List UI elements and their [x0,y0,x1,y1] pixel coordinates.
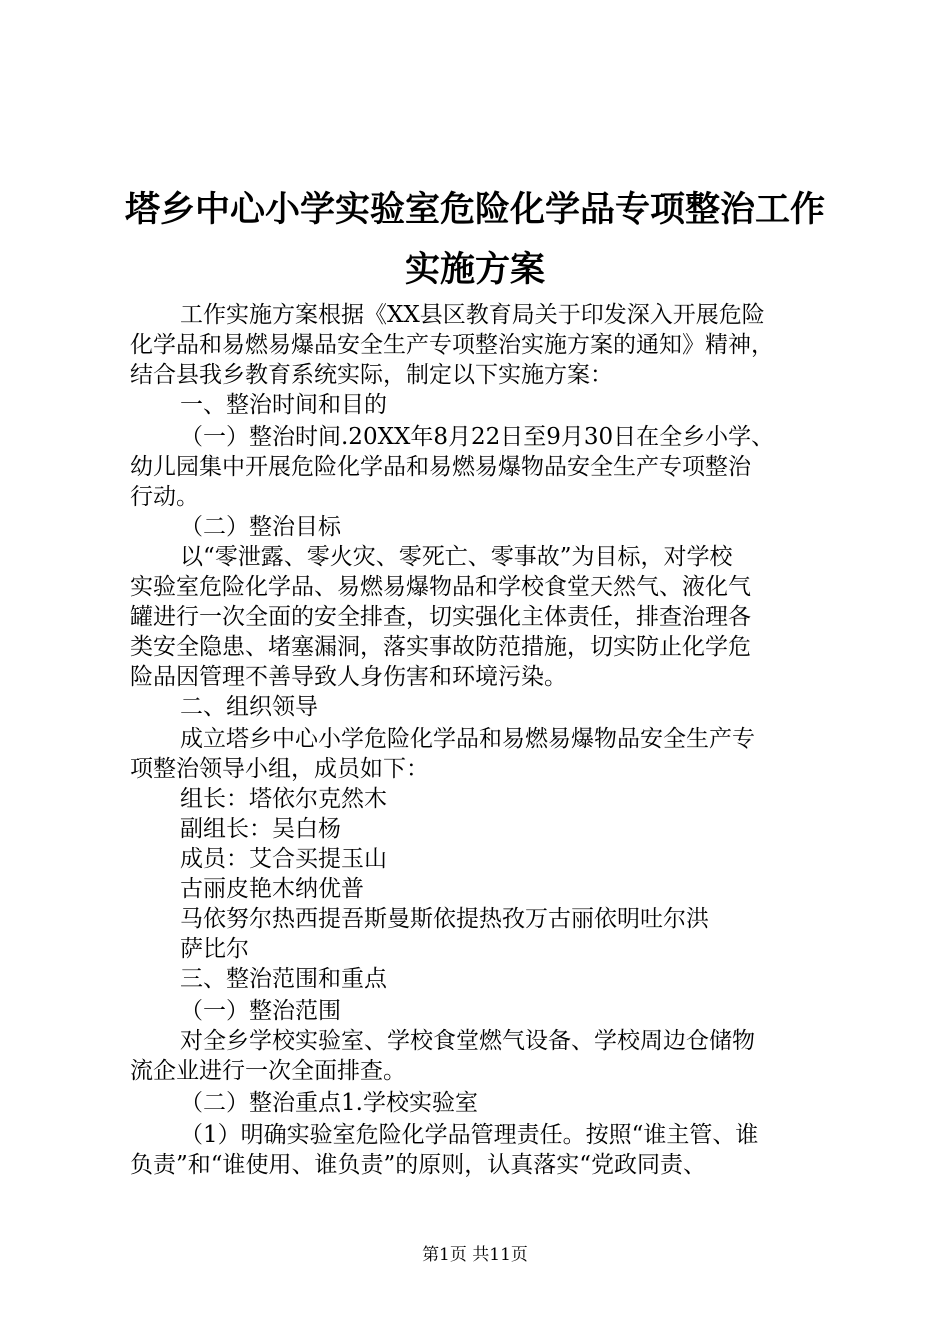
body-line: 工作实施方案根据《XX县区教育局关于印发深入开展危险 [180,302,765,328]
section-heading: 三、整治范围和重点 [180,966,387,992]
page-footer: 第1页 共11页 [422,1245,528,1265]
subsection-heading: （二）整治重点1.学校实验室 [180,1090,478,1116]
document-title-line-2: 实施方案 [404,250,545,290]
section-heading: 一、整治时间和目的 [180,392,387,418]
subsection-heading: （一）整治范围 [180,998,341,1024]
body-line: 成立塔乡中心小学危险化学品和易燃易爆物品安全生产专 [180,726,755,752]
member-line: 萨比尔 [180,936,249,962]
body-line: 行动。 [130,484,199,510]
subsection-heading: （二）整治目标 [180,514,341,540]
body-line: 负责”和“谁使用、谁负责”的原则，认真落实“党政同责、 [130,1152,707,1178]
body-line: （一）整治时间.20XX年8月22日至9月30日在全乡小学、 [180,424,775,450]
body-line: 以“零泄露、零火灾、零死亡、零事故”为目标，对学校 [180,544,733,570]
member-line: 古丽皮艳木纳优普 [180,876,364,902]
body-line: 险品因管理不善导致人身伤害和环境污染。 [130,664,567,690]
body-line: 化学品和易燃易爆品安全生产专项整治实施方案的通知》精神， [130,332,774,358]
body-line: 流企业进行一次全面排查。 [130,1058,406,1084]
body-line: 项整治领导小组，成员如下： [130,756,429,782]
section-heading: 二、组织领导 [180,694,318,720]
body-line: 对全乡学校实验室、学校食堂燃气设备、学校周边仓储物 [180,1028,755,1054]
body-line: （1）明确实验室危险化学品管理责任。按照“谁主管、谁 [180,1122,759,1148]
body-line: 类安全隐患、堵塞漏洞，落实事故防范措施，切实防止化学危 [130,634,751,660]
body-line: 实验室危险化学品、易燃易爆物品和学校食堂天然气、液化气 [130,574,751,600]
body-line: 结合县我乡教育系统实际，制定以下实施方案： [130,362,613,388]
body-line: 罐进行一次全面的安全排查，切实强化主体责任，排查治理各 [130,604,751,630]
body-line: 幼儿园集中开展危险化学品和易燃易爆物品安全生产专项整治 [130,454,751,480]
member-line: 马依努尔热西提吾斯曼斯依提热孜万古丽依明吐尔洪 [180,906,709,932]
member-line: 组长：塔依尔克然木 [180,786,387,812]
document-title-line-1: 塔乡中心小学实验室危险化学品专项整治工作 [124,190,825,230]
member-line: 副组长：吴白杨 [180,816,341,842]
member-line: 成员：艾合买提玉山 [180,846,387,872]
